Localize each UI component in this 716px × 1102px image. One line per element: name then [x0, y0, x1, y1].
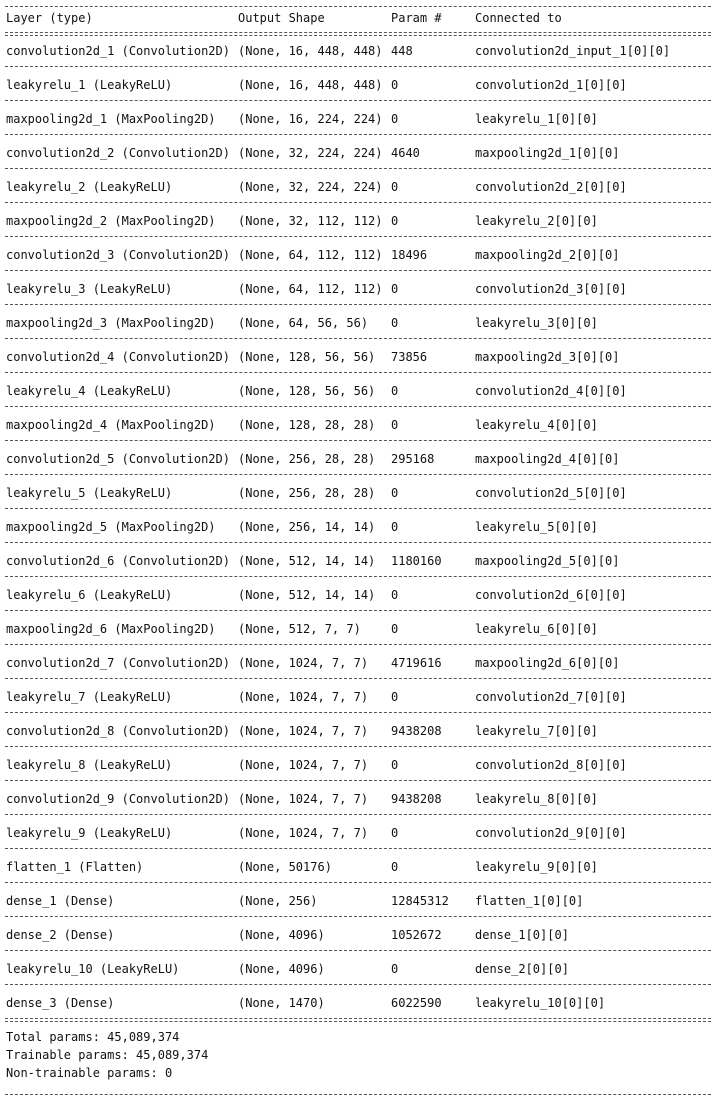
layer-name-cell: leakyrelu_7 (LeakyReLU)	[6, 690, 173, 704]
row-separator	[5, 882, 711, 883]
param-count-cell: 0	[391, 962, 399, 976]
row-separator	[5, 474, 711, 475]
total-params: Total params: 45,089,374	[6, 1030, 180, 1044]
param-count-cell: 0	[391, 282, 399, 296]
connected-to-cell: leakyrelu_8[0][0]	[475, 792, 598, 806]
layer-name-cell: leakyrelu_1 (LeakyReLU)	[6, 78, 173, 92]
layer-name-cell: dense_2 (Dense)	[6, 928, 115, 942]
layer-name-cell: convolution2d_9 (Convolution2D)	[6, 792, 230, 806]
connected-to-cell: maxpooling2d_3[0][0]	[475, 350, 620, 364]
layer-name-cell: convolution2d_6 (Convolution2D)	[6, 554, 230, 568]
param-count-cell: 295168	[391, 452, 435, 466]
output-shape-cell: (None, 1024, 7, 7)	[238, 758, 369, 772]
output-shape-cell: (None, 1024, 7, 7)	[238, 724, 369, 738]
table-row	[0, 791, 716, 807]
param-count-cell: 73856	[391, 350, 428, 364]
layer-name-cell: leakyrelu_4 (LeakyReLU)	[6, 384, 173, 398]
row-separator	[5, 168, 711, 169]
connected-to-cell: maxpooling2d_5[0][0]	[475, 554, 620, 568]
table-row	[0, 485, 716, 501]
param-count-cell: 0	[391, 418, 399, 432]
output-shape-cell: (None, 64, 56, 56)	[238, 316, 369, 330]
row-separator	[5, 916, 711, 917]
row-separator	[5, 100, 711, 101]
layer-name-cell: dense_3 (Dense)	[6, 996, 115, 1010]
layer-name-cell: convolution2d_7 (Convolution2D)	[6, 656, 230, 670]
row-separator	[5, 66, 711, 67]
row-separator	[5, 814, 711, 815]
param-count-cell: 0	[391, 826, 399, 840]
output-shape-cell: (None, 1024, 7, 7)	[238, 690, 369, 704]
connected-to-cell: convolution2d_input_1[0][0]	[475, 44, 671, 58]
layer-name-cell: convolution2d_3 (Convolution2D)	[6, 248, 230, 262]
param-count-cell: 0	[391, 588, 399, 602]
connected-to-cell: leakyrelu_1[0][0]	[475, 112, 598, 126]
table-row	[0, 43, 716, 59]
layer-name-cell: maxpooling2d_5 (MaxPooling2D)	[6, 520, 216, 534]
table-row	[0, 655, 716, 671]
param-count-cell: 0	[391, 316, 399, 330]
param-count-cell: 0	[391, 758, 399, 772]
row-separator	[5, 304, 711, 305]
table-row	[0, 927, 716, 943]
param-count-cell: 9438208	[391, 792, 442, 806]
row-separator	[5, 780, 711, 781]
param-count-cell: 9438208	[391, 724, 442, 738]
connected-to-cell: convolution2d_7[0][0]	[475, 690, 627, 704]
connected-to-cell: leakyrelu_7[0][0]	[475, 724, 598, 738]
output-shape-cell: (None, 256, 28, 28)	[238, 486, 376, 500]
table-row	[0, 111, 716, 127]
param-count-cell: 0	[391, 78, 399, 92]
row-separator	[5, 984, 711, 985]
param-count-cell: 0	[391, 180, 399, 194]
connected-to-cell: dense_2[0][0]	[475, 962, 569, 976]
param-count-cell: 0	[391, 214, 399, 228]
table-row	[0, 315, 716, 331]
connected-to-cell: convolution2d_9[0][0]	[475, 826, 627, 840]
param-count-cell: 0	[391, 486, 399, 500]
param-count-cell: 0	[391, 860, 399, 874]
connected-to-cell: maxpooling2d_4[0][0]	[475, 452, 620, 466]
table-row	[0, 995, 716, 1011]
output-shape-cell: (None, 1470)	[238, 996, 325, 1010]
table-row	[0, 281, 716, 297]
connected-to-cell: convolution2d_5[0][0]	[475, 486, 627, 500]
output-shape-cell: (None, 512, 14, 14)	[238, 554, 376, 568]
connected-to-cell: leakyrelu_4[0][0]	[475, 418, 598, 432]
output-shape-cell: (None, 32, 112, 112)	[238, 214, 383, 228]
table-row	[0, 587, 716, 603]
layer-name-cell: leakyrelu_5 (LeakyReLU)	[6, 486, 173, 500]
layer-name-cell: convolution2d_4 (Convolution2D)	[6, 350, 230, 364]
param-count-cell: 1052672	[391, 928, 442, 942]
table-row	[0, 893, 716, 909]
table-row	[0, 689, 716, 705]
output-shape-cell: (None, 16, 224, 224)	[238, 112, 383, 126]
row-separator	[5, 270, 711, 271]
table-row	[0, 417, 716, 433]
param-count-cell: 4719616	[391, 656, 442, 670]
output-shape-cell: (None, 1024, 7, 7)	[238, 826, 369, 840]
row-separator	[5, 440, 711, 441]
output-shape-cell: (None, 128, 28, 28)	[238, 418, 376, 432]
table-row	[0, 621, 716, 637]
table-row	[0, 961, 716, 977]
connected-to-cell: leakyrelu_3[0][0]	[475, 316, 598, 330]
header-layer: Layer (type)	[6, 11, 93, 25]
layer-name-cell: convolution2d_1 (Convolution2D)	[6, 44, 230, 58]
output-shape-cell: (None, 16, 448, 448)	[238, 78, 383, 92]
header-connected-to: Connected to	[475, 11, 562, 25]
header-param: Param #	[391, 11, 442, 25]
table-row	[0, 757, 716, 773]
row-separator	[5, 678, 711, 679]
param-count-cell: 4640	[391, 146, 420, 160]
row-separator	[5, 848, 711, 849]
connected-to-cell: leakyrelu_10[0][0]	[475, 996, 606, 1010]
output-shape-cell: (None, 256, 14, 14)	[238, 520, 376, 534]
connected-to-cell: leakyrelu_5[0][0]	[475, 520, 598, 534]
output-shape-cell: (None, 1024, 7, 7)	[238, 656, 369, 670]
row-separator	[5, 950, 711, 951]
output-shape-cell: (None, 1024, 7, 7)	[238, 792, 369, 806]
table-end-separator	[5, 1018, 711, 1022]
connected-to-cell: convolution2d_1[0][0]	[475, 78, 627, 92]
output-shape-cell: (None, 512, 14, 14)	[238, 588, 376, 602]
output-shape-cell: (None, 32, 224, 224)	[238, 180, 383, 194]
layer-name-cell: flatten_1 (Flatten)	[6, 860, 144, 874]
layer-name-cell: leakyrelu_6 (LeakyReLU)	[6, 588, 173, 602]
output-shape-cell: (None, 128, 56, 56)	[238, 350, 376, 364]
param-count-cell: 12845312	[391, 894, 449, 908]
param-count-cell: 0	[391, 520, 399, 534]
row-separator	[5, 746, 711, 747]
table-row	[0, 179, 716, 195]
layer-name-cell: maxpooling2d_3 (MaxPooling2D)	[6, 316, 216, 330]
param-count-cell: 448	[391, 44, 413, 58]
param-count-cell: 6022590	[391, 996, 442, 1010]
bottom-separator	[5, 1094, 711, 1095]
table-row	[0, 383, 716, 399]
header-output-shape: Output Shape	[238, 11, 325, 25]
output-shape-cell: (None, 32, 224, 224)	[238, 146, 383, 160]
layer-name-cell: maxpooling2d_2 (MaxPooling2D)	[6, 214, 216, 228]
table-row	[0, 553, 716, 569]
output-shape-cell: (None, 50176)	[238, 860, 332, 874]
param-count-cell: 0	[391, 384, 399, 398]
layer-name-cell: leakyrelu_3 (LeakyReLU)	[6, 282, 173, 296]
connected-to-cell: convolution2d_2[0][0]	[475, 180, 627, 194]
output-shape-cell: (None, 256)	[238, 894, 318, 908]
header-separator	[5, 32, 711, 36]
output-shape-cell: (None, 4096)	[238, 962, 325, 976]
table-row	[0, 77, 716, 93]
row-separator	[5, 712, 711, 713]
row-separator	[5, 508, 711, 509]
param-count-cell: 18496	[391, 248, 428, 262]
row-separator	[5, 644, 711, 645]
layer-name-cell: leakyrelu_10 (LeakyReLU)	[6, 962, 180, 976]
trainable-params: Trainable params: 45,089,374	[6, 1048, 209, 1062]
table-row	[0, 519, 716, 535]
row-separator	[5, 372, 711, 373]
output-shape-cell: (None, 128, 56, 56)	[238, 384, 376, 398]
connected-to-cell: convolution2d_4[0][0]	[475, 384, 627, 398]
header-row	[0, 10, 716, 26]
row-separator	[5, 576, 711, 577]
row-separator	[5, 236, 711, 237]
table-row	[0, 859, 716, 875]
table-row	[0, 349, 716, 365]
connected-to-cell: convolution2d_8[0][0]	[475, 758, 627, 772]
row-separator	[5, 134, 711, 135]
connected-to-cell: convolution2d_3[0][0]	[475, 282, 627, 296]
layer-name-cell: convolution2d_8 (Convolution2D)	[6, 724, 230, 738]
layer-name-cell: convolution2d_2 (Convolution2D)	[6, 146, 230, 160]
layer-name-cell: leakyrelu_2 (LeakyReLU)	[6, 180, 173, 194]
row-separator	[5, 610, 711, 611]
connected-to-cell: maxpooling2d_6[0][0]	[475, 656, 620, 670]
layer-name-cell: maxpooling2d_1 (MaxPooling2D)	[6, 112, 216, 126]
layer-name-cell: maxpooling2d_6 (MaxPooling2D)	[6, 622, 216, 636]
connected-to-cell: leakyrelu_2[0][0]	[475, 214, 598, 228]
output-shape-cell: (None, 256, 28, 28)	[238, 452, 376, 466]
non-trainable-params: Non-trainable params: 0	[6, 1066, 173, 1080]
row-separator	[5, 202, 711, 203]
param-count-cell: 0	[391, 690, 399, 704]
connected-to-cell: leakyrelu_9[0][0]	[475, 860, 598, 874]
top-separator	[5, 6, 711, 7]
output-shape-cell: (None, 4096)	[238, 928, 325, 942]
param-count-cell: 0	[391, 112, 399, 126]
layer-name-cell: dense_1 (Dense)	[6, 894, 115, 908]
output-shape-cell: (None, 512, 7, 7)	[238, 622, 361, 636]
param-count-cell: 0	[391, 622, 399, 636]
connected-to-cell: flatten_1[0][0]	[475, 894, 584, 908]
table-row	[0, 213, 716, 229]
layer-name-cell: convolution2d_5 (Convolution2D)	[6, 452, 230, 466]
connected-to-cell: convolution2d_6[0][0]	[475, 588, 627, 602]
output-shape-cell: (None, 64, 112, 112)	[238, 248, 383, 262]
layer-name-cell: leakyrelu_8 (LeakyReLU)	[6, 758, 173, 772]
connected-to-cell: maxpooling2d_2[0][0]	[475, 248, 620, 262]
layer-name-cell: leakyrelu_9 (LeakyReLU)	[6, 826, 173, 840]
table-row	[0, 247, 716, 263]
layer-name-cell: maxpooling2d_4 (MaxPooling2D)	[6, 418, 216, 432]
connected-to-cell: maxpooling2d_1[0][0]	[475, 146, 620, 160]
table-row	[0, 825, 716, 841]
table-row	[0, 723, 716, 739]
row-separator	[5, 542, 711, 543]
table-row	[0, 451, 716, 467]
output-shape-cell: (None, 64, 112, 112)	[238, 282, 383, 296]
output-shape-cell: (None, 16, 448, 448)	[238, 44, 383, 58]
row-separator	[5, 338, 711, 339]
param-count-cell: 1180160	[391, 554, 442, 568]
connected-to-cell: leakyrelu_6[0][0]	[475, 622, 598, 636]
connected-to-cell: dense_1[0][0]	[475, 928, 569, 942]
table-row	[0, 145, 716, 161]
row-separator	[5, 406, 711, 407]
